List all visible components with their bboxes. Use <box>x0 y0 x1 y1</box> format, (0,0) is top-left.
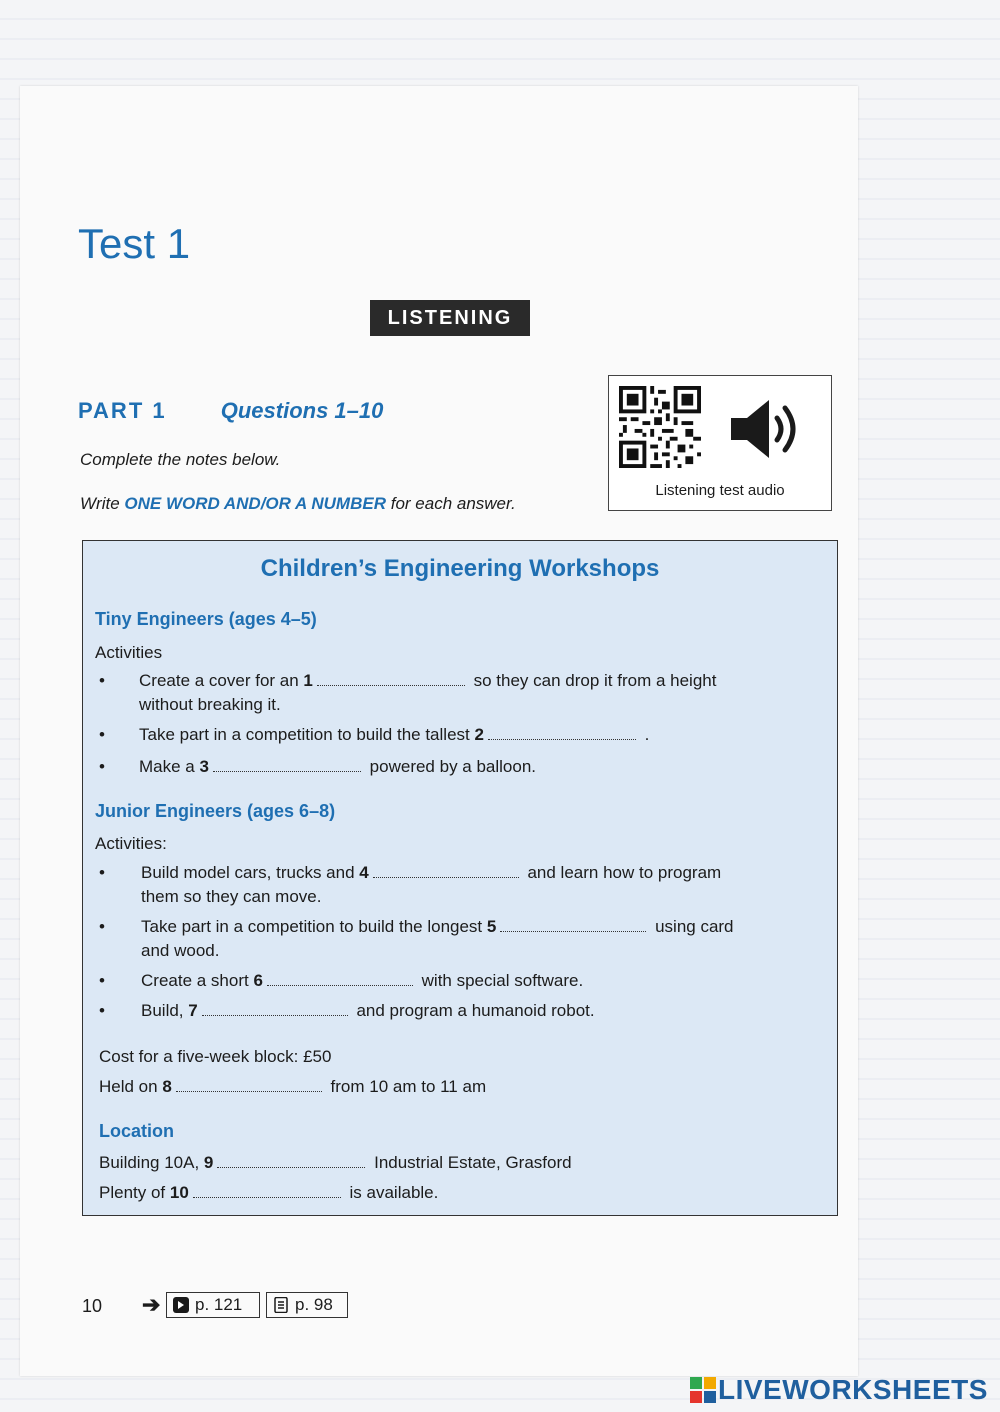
question-8-line: Held on 8 from 10 am to 11 am <box>99 1077 487 1096</box>
question-2-line: Take part in a competition to build the tallest 2 . <box>139 725 650 744</box>
question-number-2: 2 <box>474 725 484 744</box>
question-number-7: 7 <box>188 1001 198 1020</box>
instruction-word-limit: Write ONE WORD AND/OR A NUMBER for each answer. <box>80 494 516 513</box>
answer-gap-8[interactable] <box>176 1077 322 1092</box>
document-icon <box>273 1297 289 1313</box>
page-number: 10 <box>82 1296 103 1316</box>
question-5-line: Take part in a competition to build the longest 5 using card <box>141 917 734 936</box>
speaker-icon[interactable] <box>727 394 807 464</box>
answer-gap-2[interactable] <box>488 725 636 740</box>
tiny-engineers-heading: Tiny Engineers (ages 4–5) <box>95 609 317 629</box>
liveworksheets-logo: LIVEWORKSHEETS <box>690 1374 988 1406</box>
question-number-1: 1 <box>303 671 313 690</box>
tiny-activities-label: Activities <box>95 643 163 662</box>
notes-title: Children’s Engineering Workshops <box>260 555 660 582</box>
part-heading <box>78 398 383 424</box>
test-title: Test 1 <box>78 220 191 267</box>
answer-gap-5[interactable] <box>500 917 646 932</box>
question-number-8: 8 <box>162 1077 172 1096</box>
location-heading: Location <box>99 1121 174 1141</box>
question-10-line: Plenty of 10 is available. <box>99 1183 439 1202</box>
arrow-right-icon: ➔ <box>142 1292 161 1317</box>
bullet-marker: • <box>99 863 105 882</box>
qr-code-icon[interactable] <box>619 386 701 468</box>
question-number-3: 3 <box>199 757 209 776</box>
question-number-10: 10 <box>169 1183 189 1202</box>
question-4-line2: them so they can move. <box>141 887 322 906</box>
answer-key-reference[interactable]: p. 98 <box>266 1292 348 1318</box>
answer-gap-3[interactable] <box>213 757 361 772</box>
question-number-5: 5 <box>486 917 497 936</box>
answer-gap-1[interactable] <box>317 671 465 686</box>
section-badge: LISTENING <box>370 300 530 336</box>
question-1-line2: without breaking it. <box>139 695 281 714</box>
bullet-marker: • <box>99 917 105 936</box>
audio-script-reference[interactable]: p. 121 <box>166 1292 260 1318</box>
bullet-marker: • <box>99 757 105 776</box>
question-4-line: Build model cars, trucks and 4 and learn how to program <box>141 863 722 882</box>
part-label: PART 1 <box>78 398 167 423</box>
liveworksheets-logo-icon <box>690 1377 716 1403</box>
audio-script-icon <box>173 1297 189 1313</box>
question-number-6: 6 <box>253 971 263 990</box>
notes-box <box>82 540 838 1216</box>
question-1-line: Create a cover for an 1 so they can drop it from a height <box>139 671 717 690</box>
question-number-9: 9 <box>203 1153 214 1172</box>
word-limit-emphasis: ONE WORD AND/OR A NUMBER <box>124 494 386 513</box>
answer-gap-6[interactable] <box>267 971 413 986</box>
questions-range: Questions 1–10 <box>220 398 384 423</box>
instruction-complete-notes: Complete the notes below. <box>80 450 281 469</box>
question-3-line: Make a 3 powered by a balloon. <box>139 757 537 776</box>
bullet-marker: • <box>99 671 105 690</box>
question-7-line: Build, 7 and program a humanoid robot. <box>141 1001 595 1020</box>
bullet-marker: • <box>99 725 105 744</box>
cost-line: Cost for a five-week block: £50 <box>99 1047 332 1066</box>
junior-engineers-heading: Junior Engineers (ages 6–8) <box>95 801 336 821</box>
question-number-4: 4 <box>359 863 369 882</box>
question-9-line: Building 10A, 9 Industrial Estate, Grasford <box>99 1153 572 1172</box>
question-6-line: Create a short 6 with special software. <box>141 971 584 990</box>
audio-caption: Listening test audio <box>655 482 785 499</box>
answer-gap-10[interactable] <box>193 1183 341 1198</box>
junior-activities-label: Activities: <box>95 834 167 853</box>
question-5-line2: and wood. <box>141 941 220 960</box>
audio-box[interactable] <box>608 375 832 511</box>
bullet-marker: • <box>99 971 105 990</box>
answer-gap-9[interactable] <box>217 1153 365 1168</box>
answer-gap-4[interactable] <box>373 863 519 878</box>
bullet-marker: • <box>99 1001 105 1020</box>
answer-gap-7[interactable] <box>202 1001 348 1016</box>
